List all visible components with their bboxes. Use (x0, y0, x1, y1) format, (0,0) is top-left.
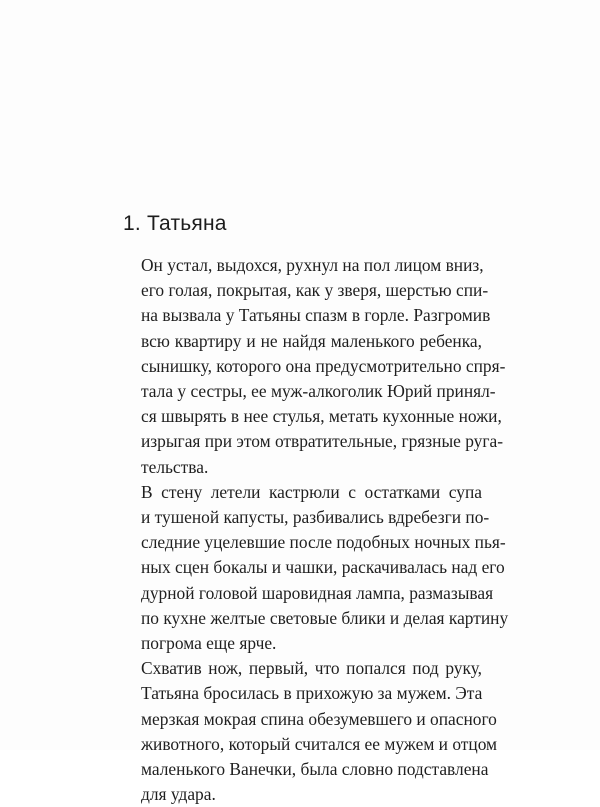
paragraph-2 (121, 480, 509, 656)
text-line: изрыгая при этом отвратительные, грязные руга- (141, 431, 504, 452)
text-line: дурной головой шаровидная лампа, размазывая (141, 582, 494, 603)
paragraph-3 (121, 656, 498, 807)
text-line: ных сцен бокалы и чашки, раскачивалась над его (141, 557, 505, 578)
text-line: животного, который считался ее мужем и отцом (141, 733, 498, 754)
text-line: и тушеной капусты, разбивались вдребезги по- (141, 507, 490, 528)
text-line: погрома еще ярче. (141, 633, 277, 654)
body-text (121, 253, 509, 807)
text-line: Он устал, выдохся, рухнул на пол лицом вниз, (141, 255, 484, 275)
text-line: для удара. (141, 784, 216, 805)
text-line: следние уцелевшие после подобных ночных пья- (141, 532, 506, 553)
text-line: тельства. (141, 456, 209, 477)
text-line: Татьяна бросилась в прихожую за мужем. Эта (141, 683, 483, 704)
text-line: его голая, покрытая, как у зверя, шерстью спи- (141, 280, 489, 301)
text-line: всю квартиру и не найдя маленького ребенка, (141, 330, 482, 351)
text-line: В стену летели кастрюли с остатками супа (141, 481, 482, 502)
text-line: по кухне желтые световые блики и делая картину (141, 607, 509, 628)
text-line: Схватив нож, первый, что попался под руку, (141, 658, 482, 679)
text-line: сынишку, которого она предусмотрительно спря- (141, 355, 506, 376)
chapter-title: 1. Татьяна (123, 212, 227, 235)
text-line: на вызвала у Татьяны спазм в горле. Разгромив (141, 305, 491, 326)
text-line: ся швырять в нее стулья, метать кухонные ножи, (141, 406, 502, 427)
text-line: маленького Ванечки, была словно подставлена (141, 759, 489, 780)
paragraph-1 (121, 253, 506, 480)
text-line: тала у сестры, ее муж-алкоголик Юрий принял- (141, 381, 496, 402)
text-line: мерзкая мокрая спина обезумевшего и опасного (141, 708, 497, 729)
